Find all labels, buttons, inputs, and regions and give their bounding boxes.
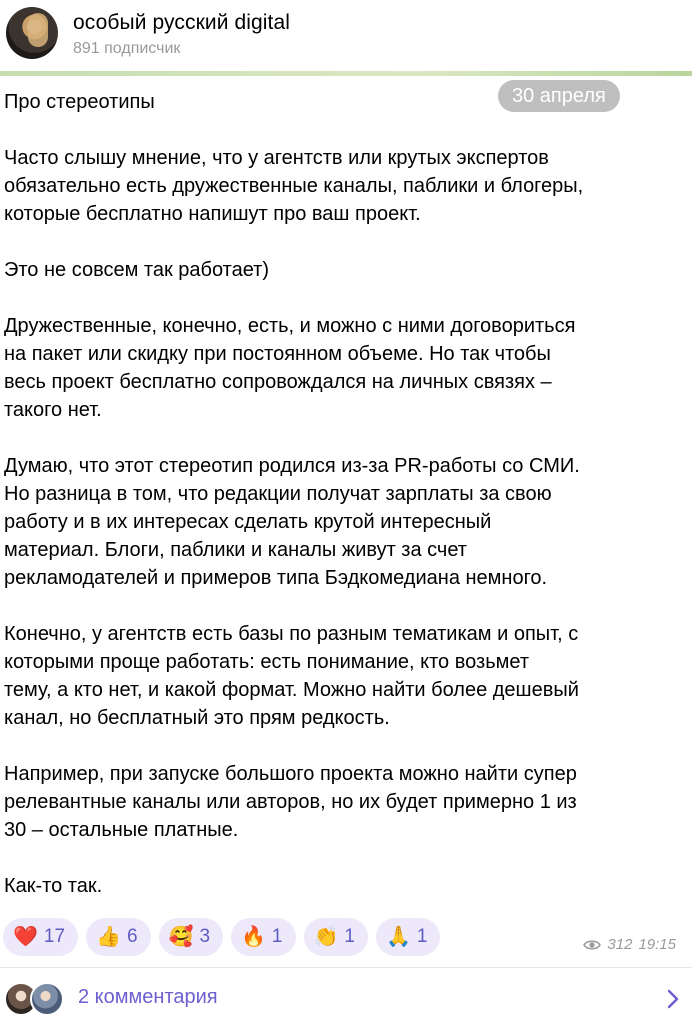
reaction-smiling-hearts[interactable] [159, 918, 223, 956]
comments-button[interactable] [0, 968, 692, 1024]
subscriber-count: 891 подписчик [73, 40, 181, 57]
comments-label[interactable]: 2 комментария [78, 986, 218, 1008]
thumbs-up-icon: 👍 [96, 926, 121, 948]
chevron-right-icon [666, 988, 680, 1010]
date-badge: 30 апреля [498, 80, 620, 112]
post-paragraph: Например, при запуске большого проекта можно найти супер релевантные каналы или авторов, но их будет примерно 1 из 30 – остальные платные. [4, 763, 577, 841]
post-paragraph: Конечно, у агентств есть базы по разным тематикам и опыт, с которыми проще работать: есть понимание, кто возьмет тему, а кто нет, и какой формат. Можно найти более дешевый канал, но бесплатный это прям редкость. [4, 623, 579, 729]
reaction-count: 3 [199, 926, 211, 947]
fire-icon: 🔥 [241, 926, 266, 948]
message-time: 19:15 [638, 936, 676, 953]
reaction-clap[interactable] [304, 918, 368, 956]
reaction-count: 1 [271, 926, 283, 947]
post-body [4, 88, 684, 928]
post-paragraph: Дружественные, конечно, есть, и можно с ними договориться на пакет или скидку при постоянном объеме. Но так чтобы весь проект бесплатно сопровождался на личных связях – такого нет. [4, 315, 576, 421]
reaction-pray[interactable] [376, 918, 440, 956]
channel-header[interactable] [0, 0, 692, 72]
post-paragraph: Часто слышу мнение, что у агентств или крутых экспертов обязательно есть дружественные каналы, паблики и блогеры, которые бесплатно напишут про ваш проект. [4, 147, 584, 225]
channel-title[interactable]: особый русский digital [73, 11, 291, 34]
reaction-fire[interactable] [231, 918, 295, 956]
reaction-count: 1 [344, 926, 355, 947]
post-heading: Про стереотипы [4, 91, 155, 113]
clapping-hands-icon: 👏 [313, 926, 339, 948]
folded-hands-icon: 🙏 [385, 926, 411, 948]
post-paragraph: Это не совсем так работает) [4, 259, 269, 281]
view-count: 312 [607, 936, 633, 953]
eye-icon [583, 939, 601, 951]
reaction-thumbs-up[interactable] [86, 918, 150, 956]
post-paragraph: Думаю, что этот стереотип родился из-за PR-работы со СМИ. Но разница в том, что редакции получат зарплаты за свою работу и в их интересах сделать крутой интересный материал. Блоги, паблики и каналы живут за счет рекламодателей и примеров типа Бэдкомедиана немного. [4, 455, 580, 589]
channel-avatar[interactable] [6, 7, 58, 59]
commenter-avatar [30, 982, 64, 1016]
smiling-face-hearts-icon: 🥰 [168, 926, 194, 948]
post-paragraph: Как-то так. [4, 875, 103, 897]
reaction-bar [3, 918, 440, 956]
reaction-count: 17 [43, 926, 66, 947]
message-meta [583, 936, 676, 953]
heart-icon: ❤️ [13, 926, 38, 948]
reaction-count: 1 [416, 926, 428, 947]
reaction-heart[interactable] [3, 918, 78, 956]
reaction-count: 6 [126, 926, 138, 947]
